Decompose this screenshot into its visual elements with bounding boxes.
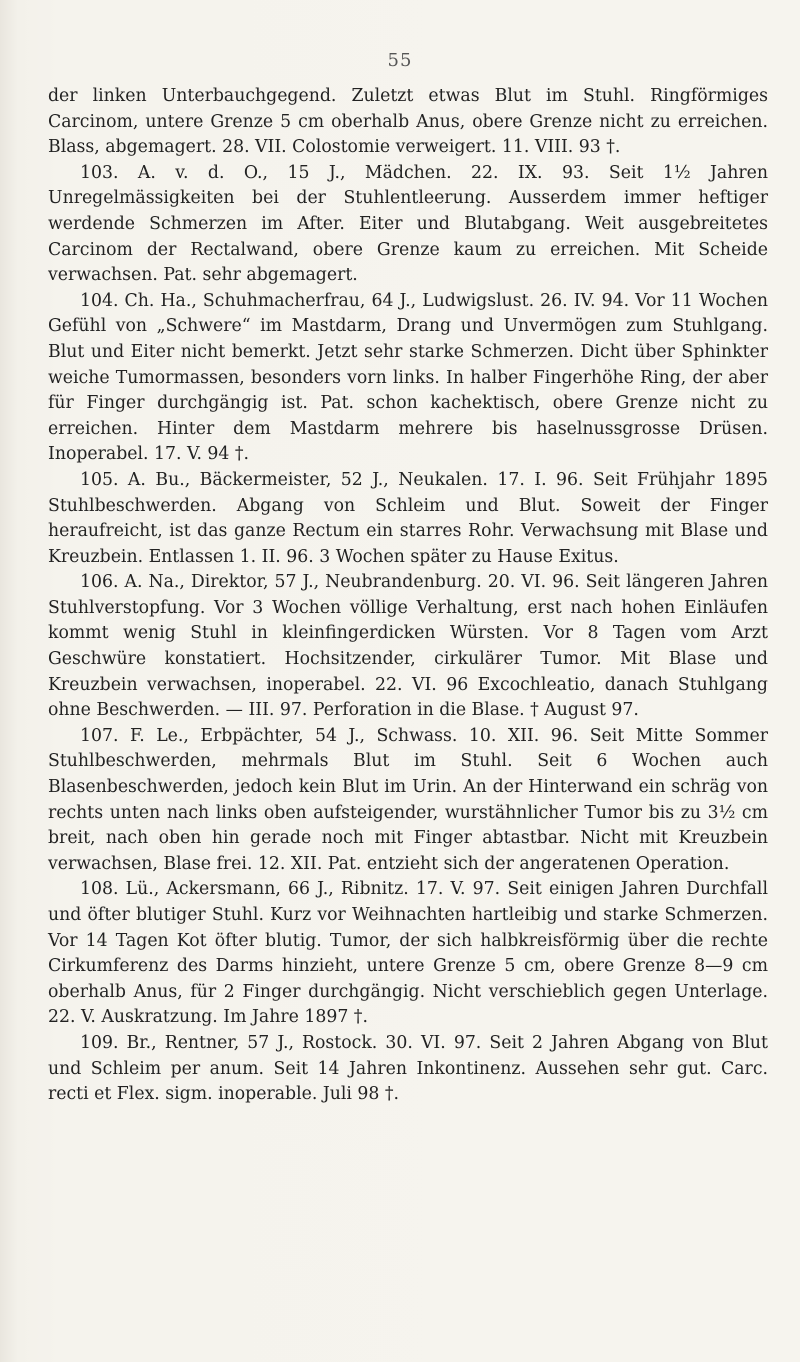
paragraph-case-107: 107. F. Le., Erbpächter, 54 J., Schwass. 10. XII. 96. Seit Mitte Sommer Stuhlbeschwerden, mehrmals Blut im Stuhl. Seit 6 Wochen auch Blasenbeschwerden, jedoch kein Blut im Urin. An der Hinterwand ein schräg von rechts unten nach links oben aufsteigender, wurstähnlicher Tumor bis zu 3½ cm breit, nach oben hin gerade noch mit Finger abtastbar. Nicht mit Kreuzbein verwachsen, Blase frei. 12. XII. Pat. entzieht sich der angeratenen Operation. [48,725,768,874]
paragraph-case-103: 103. A. v. d. O., 15 J., Mädchen. 22. IX. 93. Seit 1½ Jahren Unregelmässigkeiten bei der Stuhlentleerung. Ausserdem immer heftiger werdende Schmerzen im After. Eiter und Blutabgang. Weit ausgebreitetes Carcinom der Rectalwand, obere Grenze kaum zu erreichen. Mit Scheide verwachsen. Pat. sehr abgemagert. [48,162,768,286]
paragraph-case-104: 104. Ch. Ha., Schuhmacherfrau, 64 J., Ludwigslust. 26. IV. 94. Vor 11 Wochen Gefühl von „Schwere“ im Mastdarm, Drang und Unvermögen zum Stuhlgang. Blut und Eiter nicht bemerkt. Jetzt sehr starke Schmerzen. Dicht über Sphinkter weiche Tumormassen, besonders vorn links. In halber Fingerhöhe Ring, der aber für Finger durchgängig ist. Pat. schon kachektisch, obere Grenze nicht zu erreichen. Hinter dem Mastdarm mehrere bis haselnussgrosse Drüsen. Inoperabel. 17. V. 94 †. [48,290,768,465]
paragraph-continuation: der linken Unterbauchgegend. Zuletzt etwas Blut im Stuhl. Ringförmiges Carcinom, untere Grenze 5 cm oberhalb Anus, obere Grenze nicht zu erreichen. Blass, abgemagert. 28. VII. Colostomie verweigert. 11. VIII. 93 †. [48,86,768,158]
page-number: 55 [387,50,413,71]
paragraph-case-108: 108. Lü., Ackersmann, 66 J., Ribnitz. 17. V. 97. Seit einigen Jahren Durchfall und öfter blutiger Stuhl. Kurz vor Weihnachten hartleibig und starke Schmerzen. Vor 14 Tagen Kot öfter blutig. Tumor, der sich halbkreisförmig über die rechte Cirkumferenz des Darms hinzieht, untere Grenze 5 cm, obere Grenze 8—9 cm oberhalb Anus, für 2 Finger durchgängig. Nicht verschieblich gegen Unterlage. 22. V. Auskratzung. Im Jahre 1897 †. [48,879,768,1028]
paragraph-case-109: 109. Br., Rentner, 57 J., Rostock. 30. VI. 97. Seit 2 Jahren Abgang von Blut und Schleim per anum. Seit 14 Jahren Inkontinenz. Aussehen sehr gut. Carc. recti et Flex. sigm. inoperable. Juli 98 †. [48,1032,768,1105]
paragraph-case-105: 105. A. Bu., Bäckermeister, 52 J., Neukalen. 17. I. 96. Seit Frühjahr 1895 Stuhlbeschwerden. Abgang von Schleim und Blut. Soweit der Finger heraufreicht, ist das ganze Rectum ein starres Rohr. Verwachsung mit Blase und Kreuzbein. Entlassen 1. II. 96. 3 Wochen später zu Hause Exitus. [48,469,768,567]
paragraph-case-106: 106. A. Na., Direktor, 57 J., Neubrandenburg. 20. VI. 96. Seit längeren Jahren Stuhlverstopfung. Vor 3 Wochen völlige Verhaltung, erst nach hohen Einläufen kommt wenig Stuhl in kleinfingerdicken Würsten. Vor 8 Tagen vom Arzt Geschwüre konstatiert. Hochsitzender, cirkulärer Tumor. Mit Blase und Kreuzbein verwachsen, inoperabel. 22. VI. 96 Excochleatio, danach Stuhlgang ohne Beschwerden. — III. 97. Perforation in die Blase. † August 97. [48,572,768,721]
body-text [48,84,768,1108]
